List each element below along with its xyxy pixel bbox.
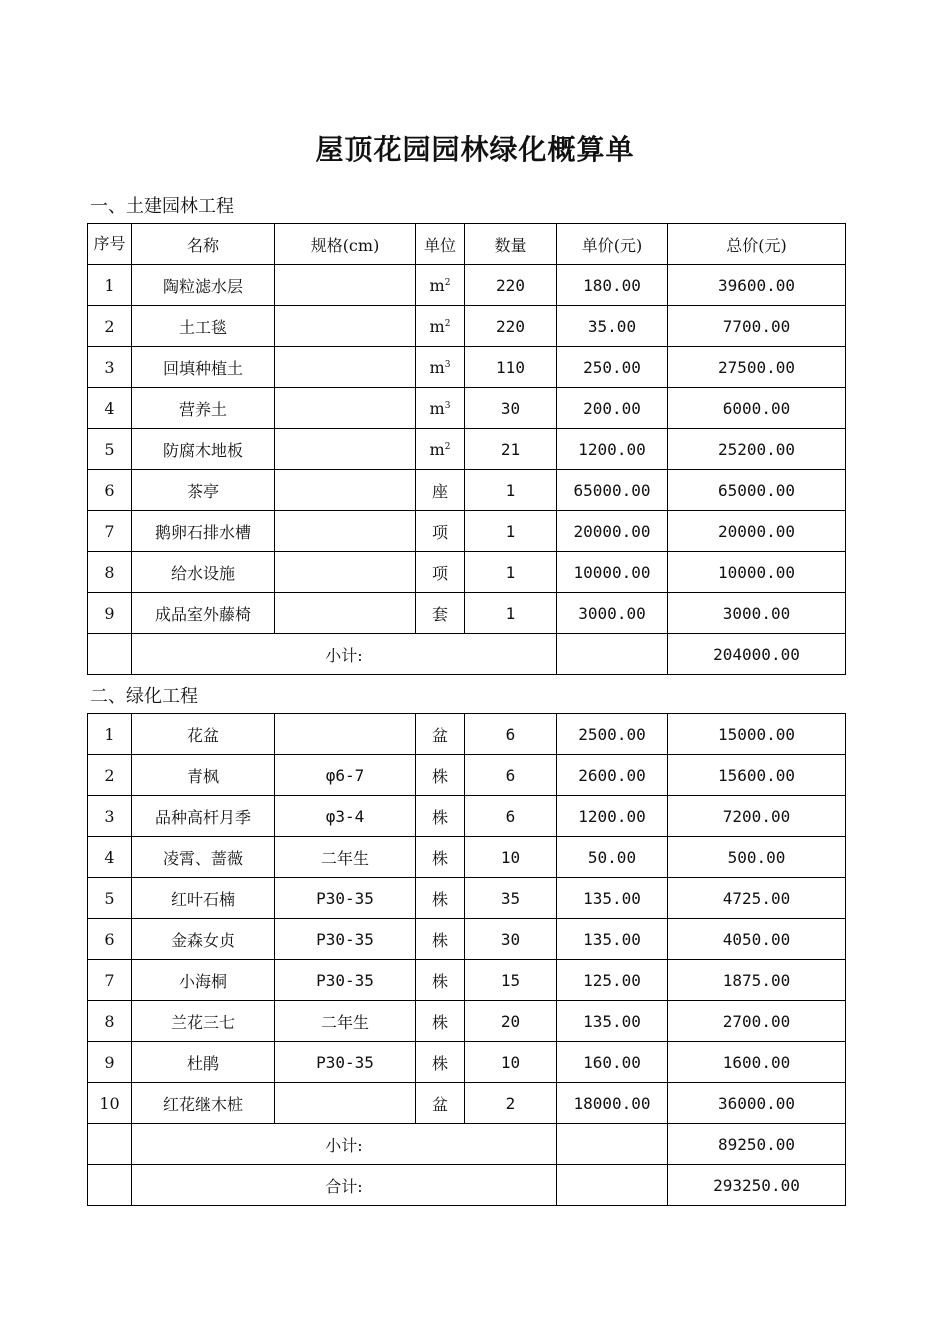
row-spec: P30-35 — [275, 1042, 416, 1083]
row-qty: 220 — [465, 265, 557, 306]
row-unit — [416, 1001, 465, 1042]
row-no: 10 — [88, 1083, 132, 1124]
row-unit-price: 250.00 — [557, 347, 668, 388]
unit-text: 项 — [431, 522, 448, 542]
row-unit-price: 135.00 — [557, 919, 668, 960]
header-unit: 单位 — [416, 224, 465, 265]
summary-value: 293250.00 — [668, 1165, 846, 1206]
row-no: 2 — [88, 306, 132, 347]
row-qty: 2 — [465, 1083, 557, 1124]
row-qty: 15 — [465, 960, 557, 1001]
unit-text: 座 — [431, 481, 448, 501]
summary-blank — [557, 1165, 668, 1206]
header-name: 名称 — [132, 224, 275, 265]
row-spec: φ6-7 — [275, 755, 416, 796]
row-qty: 1 — [465, 593, 557, 634]
row-unit — [416, 755, 465, 796]
row-unit — [416, 593, 465, 634]
row-spec — [275, 511, 416, 552]
unit-text: 株 — [431, 889, 448, 909]
unit-text: 株 — [431, 766, 448, 786]
row-unit — [416, 960, 465, 1001]
row-name: 品种高杆月季 — [132, 796, 275, 837]
summary-blank — [88, 1124, 132, 1165]
row-spec — [275, 306, 416, 347]
table-row — [88, 429, 846, 470]
row-no: 6 — [88, 919, 132, 960]
row-unit-price: 35.00 — [557, 306, 668, 347]
row-unit-price: 1200.00 — [557, 796, 668, 837]
row-no: 9 — [88, 1042, 132, 1083]
row-unit — [416, 919, 465, 960]
row-spec — [275, 470, 416, 511]
subtotal-row — [88, 634, 846, 675]
row-unit-price: 10000.00 — [557, 552, 668, 593]
header-unit-price: 单价(元) — [557, 224, 668, 265]
summary-value: 89250.00 — [668, 1124, 846, 1165]
row-total: 4725.00 — [668, 878, 846, 919]
summary-blank — [557, 1124, 668, 1165]
unit-text: m — [429, 357, 445, 377]
unit-text: 项 — [431, 563, 448, 583]
row-qty: 30 — [465, 919, 557, 960]
row-unit-price: 65000.00 — [557, 470, 668, 511]
unit-exponent: 2 — [444, 441, 451, 452]
row-no: 5 — [88, 878, 132, 919]
row-spec — [275, 714, 416, 755]
row-no: 8 — [88, 1001, 132, 1042]
row-total: 36000.00 — [668, 1083, 846, 1124]
row-no: 4 — [88, 388, 132, 429]
row-name: 青枫 — [132, 755, 275, 796]
row-name: 茶亭 — [132, 470, 275, 511]
row-name: 凌霄、蔷薇 — [132, 837, 275, 878]
row-unit-price: 2600.00 — [557, 755, 668, 796]
unit-text: m — [429, 398, 445, 418]
row-no: 1 — [88, 714, 132, 755]
row-unit-price: 3000.00 — [557, 593, 668, 634]
row-qty: 6 — [465, 796, 557, 837]
row-spec — [275, 347, 416, 388]
row-spec: 二年生 — [275, 1001, 416, 1042]
table-row — [88, 714, 846, 755]
greening-works-table — [87, 713, 846, 1206]
row-unit-price: 135.00 — [557, 1001, 668, 1042]
row-total: 7700.00 — [668, 306, 846, 347]
row-unit — [416, 796, 465, 837]
row-spec: P30-35 — [275, 960, 416, 1001]
table-header-row — [88, 224, 846, 265]
row-spec: φ3-4 — [275, 796, 416, 837]
row-qty: 110 — [465, 347, 557, 388]
unit-exponent: 2 — [444, 277, 451, 288]
row-no: 2 — [88, 755, 132, 796]
row-name: 陶粒滤水层 — [132, 265, 275, 306]
table-row — [88, 919, 846, 960]
row-no: 3 — [88, 347, 132, 388]
header-spec: 规格(cm) — [275, 224, 416, 265]
table-row — [88, 347, 846, 388]
row-no: 7 — [88, 960, 132, 1001]
row-name: 红叶石楠 — [132, 878, 275, 919]
row-spec — [275, 593, 416, 634]
row-unit-price: 20000.00 — [557, 511, 668, 552]
table-row — [88, 1001, 846, 1042]
row-spec: 二年生 — [275, 837, 416, 878]
row-spec — [275, 429, 416, 470]
row-no: 9 — [88, 593, 132, 634]
unit-text: 株 — [431, 1012, 448, 1032]
grand-total-row — [88, 1165, 846, 1206]
unit-text: 盆 — [431, 725, 448, 745]
unit-text: 株 — [431, 971, 448, 991]
unit-exponent: 2 — [444, 318, 451, 329]
row-unit — [416, 878, 465, 919]
unit-text: 株 — [431, 1053, 448, 1073]
row-qty: 20 — [465, 1001, 557, 1042]
row-unit-price: 18000.00 — [557, 1083, 668, 1124]
row-total: 2700.00 — [668, 1001, 846, 1042]
unit-text: m — [429, 275, 445, 295]
table-row — [88, 796, 846, 837]
row-total: 15000.00 — [668, 714, 846, 755]
row-unit-price: 1200.00 — [557, 429, 668, 470]
row-unit-price: 135.00 — [557, 878, 668, 919]
summary-label: 小计: — [132, 1124, 557, 1165]
row-unit — [416, 388, 465, 429]
row-no: 3 — [88, 796, 132, 837]
row-qty: 220 — [465, 306, 557, 347]
table-row — [88, 388, 846, 429]
row-spec — [275, 388, 416, 429]
row-spec: P30-35 — [275, 878, 416, 919]
summary-label: 小计: — [132, 634, 557, 675]
row-qty: 35 — [465, 878, 557, 919]
row-unit — [416, 470, 465, 511]
row-unit-price: 180.00 — [557, 265, 668, 306]
header-no: 序号 — [88, 224, 132, 265]
table-row — [88, 552, 846, 593]
row-name: 金森女贞 — [132, 919, 275, 960]
table-row — [88, 1042, 846, 1083]
row-name: 花盆 — [132, 714, 275, 755]
row-total: 25200.00 — [668, 429, 846, 470]
row-name: 营养土 — [132, 388, 275, 429]
row-qty: 21 — [465, 429, 557, 470]
row-spec: P30-35 — [275, 919, 416, 960]
table-row — [88, 470, 846, 511]
unit-exponent: 3 — [444, 359, 451, 370]
row-total: 1875.00 — [668, 960, 846, 1001]
row-unit — [416, 837, 465, 878]
row-total: 500.00 — [668, 837, 846, 878]
row-total: 10000.00 — [668, 552, 846, 593]
row-total: 65000.00 — [668, 470, 846, 511]
row-spec — [275, 1083, 416, 1124]
row-unit — [416, 347, 465, 388]
row-unit-price: 160.00 — [557, 1042, 668, 1083]
row-qty: 1 — [465, 511, 557, 552]
table-row — [88, 755, 846, 796]
row-name: 防腐木地板 — [132, 429, 275, 470]
header-total: 总价(元) — [668, 224, 846, 265]
row-name: 小海桐 — [132, 960, 275, 1001]
table-row — [88, 1083, 846, 1124]
row-unit-price: 2500.00 — [557, 714, 668, 755]
row-qty: 10 — [465, 837, 557, 878]
row-spec — [275, 552, 416, 593]
summary-label: 合计: — [132, 1165, 557, 1206]
row-unit — [416, 1083, 465, 1124]
subtotal-row — [88, 1124, 846, 1165]
table-row — [88, 265, 846, 306]
row-unit — [416, 306, 465, 347]
row-unit-price: 200.00 — [557, 388, 668, 429]
row-name: 给水设施 — [132, 552, 275, 593]
row-total: 7200.00 — [668, 796, 846, 837]
row-unit — [416, 1042, 465, 1083]
unit-text: 株 — [431, 930, 448, 950]
row-no: 5 — [88, 429, 132, 470]
row-qty: 10 — [465, 1042, 557, 1083]
summary-blank — [557, 634, 668, 675]
section-2-title: 二、绿化工程 — [90, 686, 198, 707]
row-spec — [275, 265, 416, 306]
row-unit — [416, 429, 465, 470]
summary-value: 204000.00 — [668, 634, 846, 675]
row-no: 4 — [88, 837, 132, 878]
table-row — [88, 878, 846, 919]
row-name: 回填种植土 — [132, 347, 275, 388]
row-unit — [416, 552, 465, 593]
row-no: 1 — [88, 265, 132, 306]
row-name: 成品室外藤椅 — [132, 593, 275, 634]
row-qty: 6 — [465, 714, 557, 755]
table-row — [88, 960, 846, 1001]
row-total: 39600.00 — [668, 265, 846, 306]
page-title: 屋顶花园园林绿化概算单 — [315, 133, 635, 166]
row-name: 兰花三七 — [132, 1001, 275, 1042]
table-row — [88, 306, 846, 347]
header-qty: 数量 — [465, 224, 557, 265]
row-name: 杜鹃 — [132, 1042, 275, 1083]
row-name: 土工毯 — [132, 306, 275, 347]
row-total: 4050.00 — [668, 919, 846, 960]
summary-blank — [88, 1165, 132, 1206]
row-unit — [416, 511, 465, 552]
row-total: 1600.00 — [668, 1042, 846, 1083]
row-name: 红花继木桩 — [132, 1083, 275, 1124]
summary-blank — [88, 634, 132, 675]
civil-works-table — [87, 223, 846, 675]
row-qty: 1 — [465, 470, 557, 511]
row-no: 6 — [88, 470, 132, 511]
row-unit-price: 50.00 — [557, 837, 668, 878]
table-row — [88, 837, 846, 878]
row-no: 8 — [88, 552, 132, 593]
section-1-title: 一、土建园林工程 — [90, 196, 234, 217]
unit-text: 株 — [431, 848, 448, 868]
row-no: 7 — [88, 511, 132, 552]
table-row — [88, 511, 846, 552]
row-qty: 6 — [465, 755, 557, 796]
table-row — [88, 593, 846, 634]
row-total: 6000.00 — [668, 388, 846, 429]
row-unit-price: 125.00 — [557, 960, 668, 1001]
unit-text: m — [429, 439, 445, 459]
row-unit — [416, 714, 465, 755]
row-name: 鹅卵石排水槽 — [132, 511, 275, 552]
row-total: 20000.00 — [668, 511, 846, 552]
row-unit — [416, 265, 465, 306]
unit-exponent: 3 — [444, 400, 451, 411]
unit-text: 株 — [431, 807, 448, 827]
unit-text: m — [429, 316, 445, 336]
row-qty: 30 — [465, 388, 557, 429]
row-total: 15600.00 — [668, 755, 846, 796]
unit-text: 套 — [431, 604, 448, 624]
unit-text: 盆 — [431, 1094, 448, 1114]
row-qty: 1 — [465, 552, 557, 593]
row-total: 3000.00 — [668, 593, 846, 634]
row-total: 27500.00 — [668, 347, 846, 388]
